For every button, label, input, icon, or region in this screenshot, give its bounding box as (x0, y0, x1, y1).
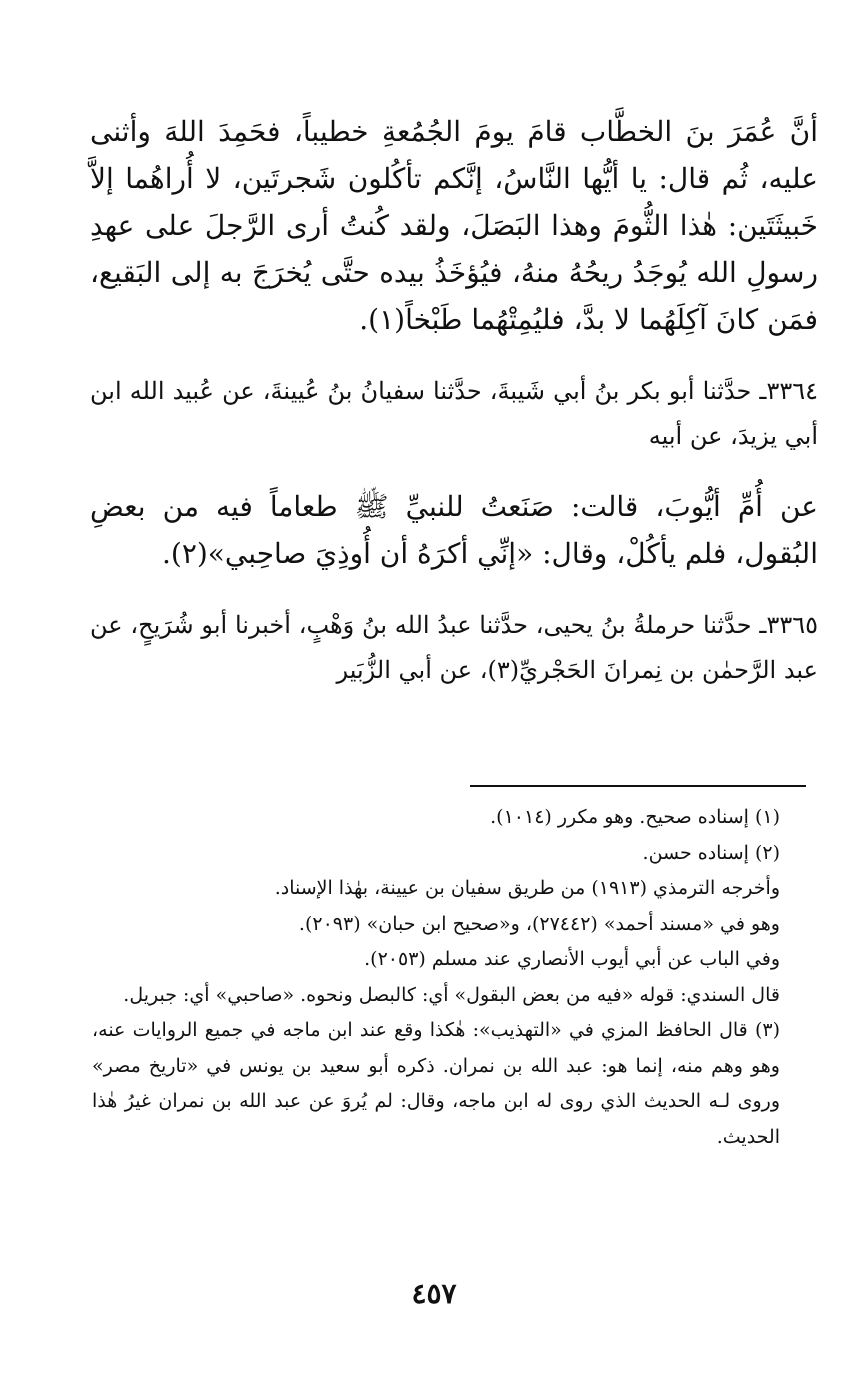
footnote-3: (٣) قال الحافظ المزي في «التهذيب»: هٰكذا وقع عند ابن ماجه في جميع الروايات عنه، وهو وهم منه، إنما هو: عبد الله بن نمران. ذكره أبو سعيد بن يونس في «تاريخ مصر» وروى لـه الحديث الذي روى له ابن ماجه، وقال: لم يُروَ عن عبد الله بن نمران غيرُ هٰذا الحديث. (92, 1019, 780, 1148)
footnote-2-line: قال السندي: قوله «فيه من بعض البقول» أي: كالبصل ونحوه. «صاحبي» أي: جبريل. (123, 983, 780, 1006)
footnote-2-line: وأخرجه الترمذي (١٩١٣) من طريق سفيان بن عيينة، بهٰذا الإسناد. (274, 877, 780, 899)
main-text (90, 108, 818, 693)
isnad-3364: ٣٣٦٤ـ حدَّثنا أبو بكر بنُ أبي شَيبةَ، حدَّثنا سفيانُ بنُ عُيينةَ، عن عُبيد الله ابن أبي يزيدَ، عن أبيه (90, 377, 818, 450)
footnote-2-line: وهو في «مسند أحمد» (٢٧٤٤٢)، و«صحيح ابن حبان» (٢٠٩٣). (298, 912, 780, 935)
page-number: ٤٥٧ (411, 1277, 457, 1310)
hadith-text-2: عن أُمِّ أيُّوبَ، قالت: صَنَعتُ للنبيِّ ﷺ طعاماً فيه من بعضِ البُقول، فلم يأكُلْ، وقال: «إنِّي أكرَهُ أن أُوذِيَ صاحِبي»(٢). (90, 490, 818, 570)
footnote-2-line: وفي الباب عن أبي أيوب الأنصاري عند مسلم (٢٠٥٣). (364, 948, 780, 970)
footnote-2: (٢) إسناده حسن. (642, 841, 780, 864)
footnote-1: (١) إسناده صحيح. وهو مكرر (١٠١٤). (490, 806, 780, 828)
footnotes (92, 800, 814, 1155)
isnad-3365: ٣٣٦٥ـ حدَّثنا حرملةُ بنُ يحيى، حدَّثنا عبدُ الله بنُ وَهْبٍ، أخبرنا أبو شُرَيحٍ، عن عبد الرَّحمٰن بن نِمرانَ الحَجْريِّ(٣)، عن أبي الزُّبَير (90, 611, 818, 684)
hadith-text-1: أنَّ عُمَرَ بنَ الخطَّاب قامَ يومَ الجُمُعةِ خطيباً، فحَمِدَ اللهَ وأثنى عليه، ثُم قال: يا أيُّها النَّاسُ، إنَّكم تأكُلون شَجرتَين، لا أُراهُما إلاَّ خَبيثَتَين: هٰذا الثُّومَ وهذا البَصَلَ، ولقد كُنتُ أرى الرَّجلَ على عهدِ رسولِ الله يُوجَدُ ريحُهُ منهُ، فيُؤخَذُ بيده حتَّى يُخرَجَ به إلى البَقيع، فمَن كانَ آكِلَهُما لا بدَّ، فليُمِتْهُما طَبْخاً(١). (90, 115, 818, 336)
footnote-divider (470, 785, 806, 787)
